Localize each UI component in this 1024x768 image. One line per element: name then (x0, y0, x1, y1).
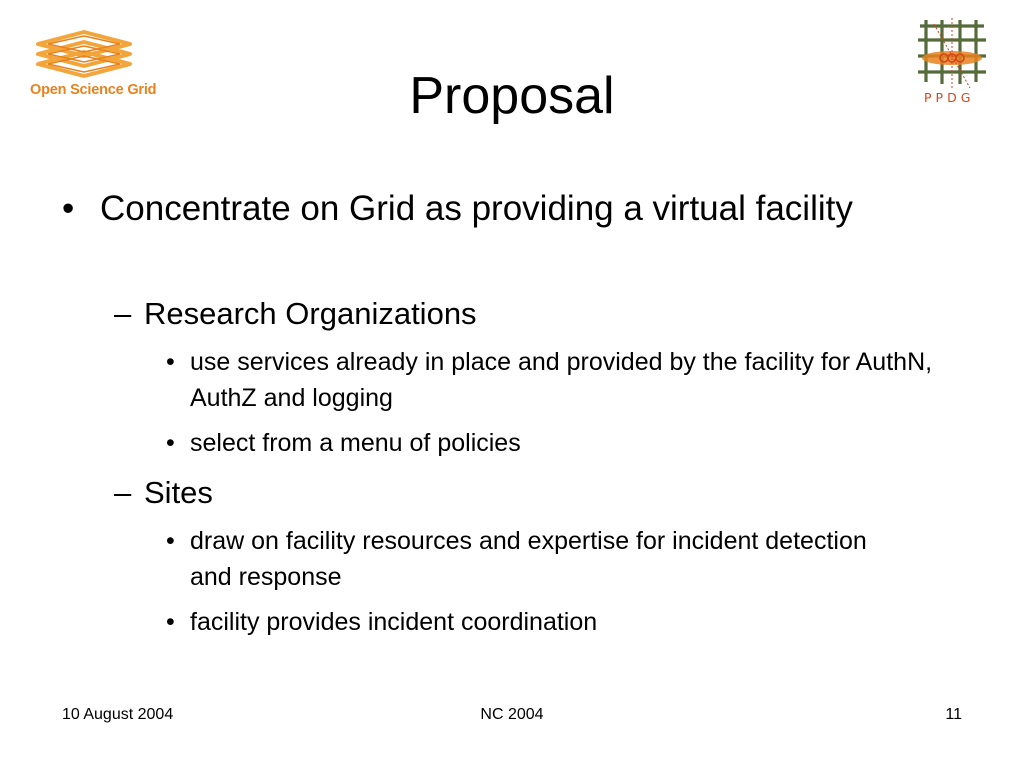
bullet-marker: • (166, 608, 175, 636)
open-science-grid-label: Open Science Grid (30, 82, 157, 98)
bullet-marker: • (166, 527, 175, 555)
bullet-text: Sites (144, 475, 213, 510)
bullet-text: draw on facility resources and expertise for incident detection and response (190, 527, 867, 591)
bullet-text: Concentrate on Grid as providing a virtual facility (100, 189, 853, 228)
footer-page-number: 11 (945, 706, 962, 723)
bullet-marker: • (166, 348, 175, 376)
bullet-text: select from a menu of policies (190, 429, 521, 457)
bullet-text: Research Organizations (144, 296, 477, 331)
bullet-text: use services already in place and provided by the facility for AuthN, AuthZ and logging (190, 348, 933, 412)
bullet-text: facility provides incident coordination (190, 608, 598, 636)
bullet-marker: – (114, 296, 132, 331)
bullet-marker: • (62, 189, 75, 228)
ppdg-label: PPDG (924, 90, 975, 105)
footer-event: NC 2004 (480, 706, 544, 723)
bullet-marker: • (166, 429, 175, 457)
slide-title: Proposal (409, 67, 615, 125)
bullet-marker: – (114, 475, 132, 510)
footer-date: 10 August 2004 (62, 706, 174, 723)
